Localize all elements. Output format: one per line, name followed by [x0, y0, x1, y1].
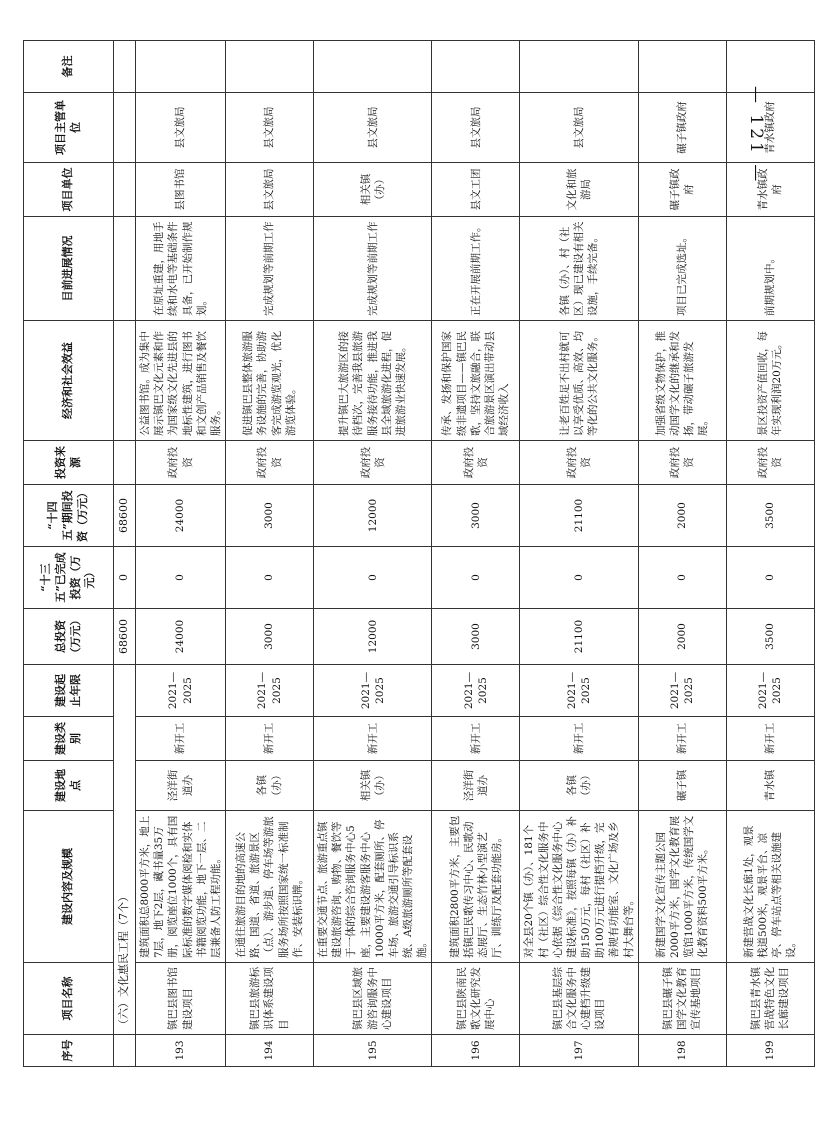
project-unit: 碾子镇政府: [638, 163, 726, 217]
table-row: [638, 41, 726, 1067]
total-investment: 21100: [520, 609, 638, 665]
section-done: 0: [114, 547, 136, 609]
project-name: 镇巴县青水镇营战特色文化长廊建设项目: [726, 963, 814, 1035]
benefit: 公益图书馆。成为集中展示镇巴文化元素和作为国家级文化先进县的地标性建筑，进行图书和文创产品销售及餐饮服务。: [136, 321, 226, 441]
location: 各镇（办）: [520, 761, 638, 811]
location: 碾子镇: [638, 761, 726, 811]
total-investment: 3000: [226, 609, 314, 665]
row-number: 199: [726, 1035, 814, 1067]
investment-source: 政府投资: [226, 441, 314, 485]
project-unit: 文化和旅游局: [520, 163, 638, 217]
plan-investment: 21100: [520, 485, 638, 547]
construction-type: 新开工: [520, 717, 638, 761]
years: 2021—2025: [726, 665, 814, 717]
header-years: 建设起止年限: [24, 665, 114, 717]
note: [726, 41, 814, 93]
total-investment: 24000: [136, 609, 226, 665]
note: [520, 41, 638, 93]
header-total: 总投资（万元）: [24, 609, 114, 665]
location: 青水镇: [726, 761, 814, 811]
section-row: [114, 41, 136, 1067]
page-number: — 121 —: [746, 85, 766, 185]
years: 2021—2025: [432, 665, 520, 717]
construction-type: 新开工: [314, 717, 432, 761]
benefit: 加强省级文物保护，推动国学文化的继承和发扬，带动碾子旅游发展。: [638, 321, 726, 441]
supervising-dept: 县文旅局: [314, 93, 432, 163]
project-name: 镇巴县基层综合文化服务中心建档升级建设项目: [520, 963, 638, 1035]
project-unit: 县图书馆: [136, 163, 226, 217]
header-content: 建设内容及规模: [24, 811, 114, 963]
plan-investment: 24000: [136, 485, 226, 547]
supervising-dept: 碾子镇政府: [638, 93, 726, 163]
benefit: 提升镇巴大旅游区的接待档次，完善我县旅游服务接待功能，推进我县全域旅游化进程，促进旅游业快速发展。: [314, 321, 432, 441]
project-name: 镇巴县陕南民歌文化研究发展中心: [432, 963, 520, 1035]
progress: 完成规划等前期工作: [226, 217, 314, 321]
progress: 各镇（办）、村（社区）现已建设有相关设施，手续完备。: [520, 217, 638, 321]
total-investment: 2000: [638, 609, 726, 665]
done-investment: 0: [638, 547, 726, 609]
supervising-dept: 县文旅局: [520, 93, 638, 163]
plan-investment: 3000: [432, 485, 520, 547]
years: 2021—2025: [520, 665, 638, 717]
table-row: [432, 41, 520, 1067]
investment-source: 政府投资: [726, 441, 814, 485]
project-unit: 县文旅局: [226, 163, 314, 217]
done-investment: 0: [432, 547, 520, 609]
project-unit: 青水镇政府: [726, 163, 814, 217]
investment-source: 政府投资: [136, 441, 226, 485]
done-investment: 0: [520, 547, 638, 609]
progress: 在原址重建，用地手续和水电等基础条件具备，已开始制作规划。: [136, 217, 226, 321]
project-unit: 相关镇（办）: [314, 163, 432, 217]
construction-content: 建筑面积2800平方米，主要包括镇巴民歌传习中心、民歌动态展厅、生态竹林小型演艺厅、训练厅及配套功能房。: [432, 811, 520, 963]
plan-investment: 3500: [726, 485, 814, 547]
row-number: 193: [136, 1035, 226, 1067]
header-done: “十三五”已完成投资（万元）: [24, 547, 114, 609]
construction-type: 新开工: [226, 717, 314, 761]
header-plan: “十四五”期间投资（万元）: [24, 485, 114, 547]
done-investment: 0: [136, 547, 226, 609]
location: 泾洋街道办: [136, 761, 226, 811]
table-row: [226, 41, 314, 1067]
header-location: 建设地点: [24, 761, 114, 811]
header-name: 项目名称: [24, 963, 114, 1035]
table-row: [314, 41, 432, 1067]
header-benefit: 经济和社会效益: [24, 321, 114, 441]
benefit: 促进镇巴县整体旅游服务设施的完善，协助游客完成游览观光，优化游览体验。: [226, 321, 314, 441]
section-label: （六）文化惠民工程（7个）: [114, 665, 136, 1035]
plan-investment: 12000: [314, 485, 432, 547]
project-name: 镇巴县区域旅游咨询服务中心建设项目: [314, 963, 432, 1035]
construction-type: 新开工: [136, 717, 226, 761]
note: [432, 41, 520, 93]
done-investment: 0: [314, 547, 432, 609]
total-investment: 3500: [726, 609, 814, 665]
note: [226, 41, 314, 93]
supervising-dept: 县文旅局: [432, 93, 520, 163]
header-progress: 目前进展情况: [24, 217, 114, 321]
total-investment: 3000: [432, 609, 520, 665]
project-name: 镇巴县图书馆建设项目: [136, 963, 226, 1035]
supervising-dept: 县文旅局: [136, 93, 226, 163]
construction-type: 新开工: [726, 717, 814, 761]
row-number: 194: [226, 1035, 314, 1067]
years: 2021—2025: [638, 665, 726, 717]
project-table: [23, 40, 815, 1067]
investment-source: 政府投资: [520, 441, 638, 485]
construction-content: 新建营战文化长廊1处，观景栈道500米，观景平台、凉亭、停车站点等相关设施建设。: [726, 811, 814, 963]
note: [638, 41, 726, 93]
row-number: 195: [314, 1035, 432, 1067]
row-number: 198: [638, 1035, 726, 1067]
supervising-dept: 县文旅局: [226, 93, 314, 163]
total-investment: 12000: [314, 609, 432, 665]
benefit: 让老百姓足不出村就可以享受优质、高效、均等化的公共文化服务。: [520, 321, 638, 441]
progress: 前期规划中。: [726, 217, 814, 321]
note: [136, 41, 226, 93]
note: [314, 41, 432, 93]
benefit: 传承、发扬和保护国家级非遗项目——镇巴民歌，坚持文旅融合，联合旅游景区演出带动县域经济收入: [432, 321, 520, 441]
done-investment: 0: [726, 547, 814, 609]
supervising-dept: 青水镇政府: [726, 93, 814, 163]
plan-investment: 3000: [226, 485, 314, 547]
investment-source: 政府投资: [638, 441, 726, 485]
construction-content: 在重要交通节点、旅游重点镇建设旅游咨询、购物、餐饮等于一体的综合咨询服务中心5座，主要建设游客服务中心10000平方米，配套厕所、停车场、旅游交通引导标识系统、A级旅游厕所等配套设施。: [314, 811, 432, 963]
investment-source: 政府投资: [314, 441, 432, 485]
header-row: [24, 41, 114, 1067]
progress: 完成规划等前期工作: [314, 217, 432, 321]
table-row: [136, 41, 226, 1067]
construction-type: 新开工: [638, 717, 726, 761]
years: 2021—2025: [136, 665, 226, 717]
location: 泾洋街道办: [432, 761, 520, 811]
done-investment: 0: [226, 547, 314, 609]
construction-type: 新开工: [432, 717, 520, 761]
header-source: 投资来源: [24, 441, 114, 485]
header-unit: 项目单位: [24, 163, 114, 217]
years: 2021—2025: [314, 665, 432, 717]
benefit: 景区投资产值回收，每年实现利润20万元。: [726, 321, 814, 441]
location: 各镇（办）: [226, 761, 314, 811]
header-no: 序号: [24, 1035, 114, 1067]
construction-content: 建筑面积总8000平方米，地上7层，地下2层，藏书量35万册，阅览座位1000个，具有国际标准的数字媒体阅检和实体书籍阅览功能，地下一层、二层兼备人防工程功能。: [136, 811, 226, 963]
investment-source: 政府投资: [432, 441, 520, 485]
construction-content: 新建国学文化宣传主题公园2000平方米，国学文化教育展览馆1000平方米，传统国学文化教育资料500平方米。: [638, 811, 726, 963]
header-dept: 项目主管单位: [24, 93, 114, 163]
progress: 项目已完成选址。: [638, 217, 726, 321]
project-unit: 县文工团: [432, 163, 520, 217]
row-number: 197: [520, 1035, 638, 1067]
row-number: 196: [432, 1035, 520, 1067]
project-name: 镇巴县旅游标识体系建设项目: [226, 963, 314, 1035]
section-total: 68600: [114, 609, 136, 665]
table-row: [520, 41, 638, 1067]
years: 2021—2025: [226, 665, 314, 717]
construction-content: 在通往旅游目的地的高速公路、国道、省道、旅游景区（点）、游步道、停车场等游旅服务场所按照国家统一标准制作、安装标识牌。: [226, 811, 314, 963]
progress: 正在开展前期工作。: [432, 217, 520, 321]
table-row: [726, 41, 814, 1067]
location: 相关镇（办）: [314, 761, 432, 811]
section-plan: 68600: [114, 485, 136, 547]
header-type: 建设类别: [24, 717, 114, 761]
project-name: 镇巴县碾子镇国学文化教育宣传基地项目: [638, 963, 726, 1035]
construction-content: 对全县20个镇（办）、181个村（社区）综合性文化服务中心依据《综合性文化服务中心建设标准》，按照每镇（办）补助150万元，每村（社区）补助100万元进行提档升级，完善规有功能室、文化广场及乡村大舞台等。: [520, 811, 638, 963]
header-note: 备注: [24, 41, 114, 93]
plan-investment: 2000: [638, 485, 726, 547]
